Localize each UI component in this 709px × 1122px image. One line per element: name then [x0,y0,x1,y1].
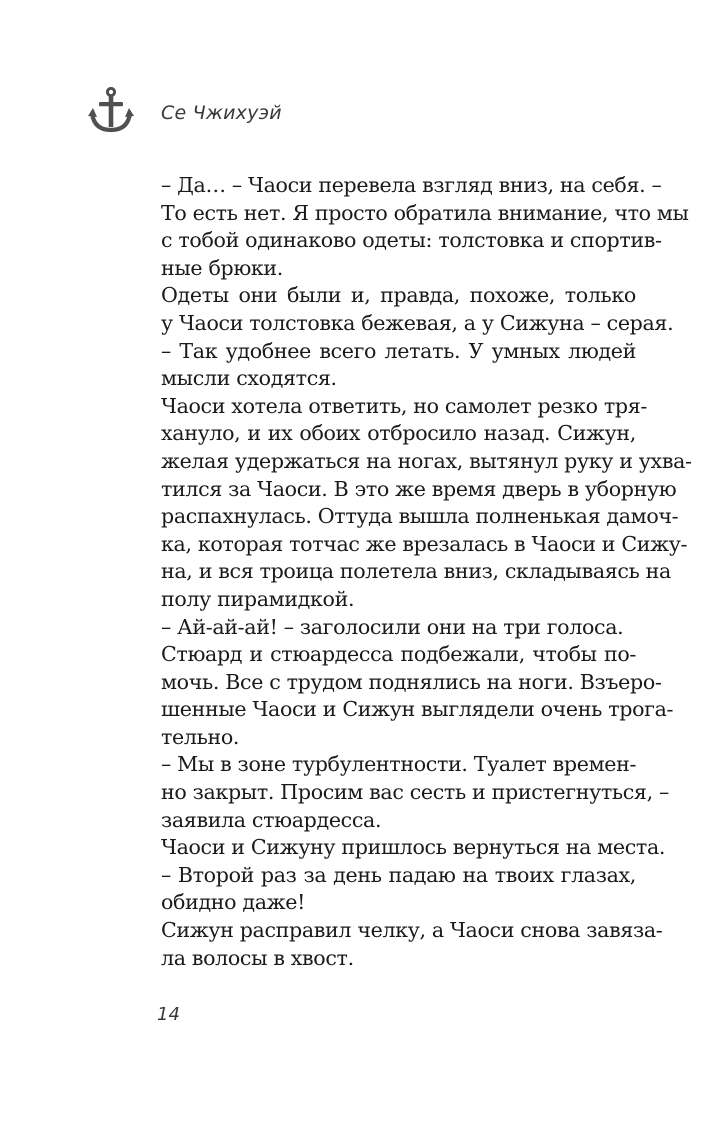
text-line: – Так удобнее всего летать. У умных людей [161,338,636,363]
text-line: Стюард и стюардесса подбежали, чтобы по- [161,642,636,667]
text-line: на, и вся троица полетела вниз, складываясь на [161,559,671,584]
text-line: полу пирамидкой. [161,586,355,611]
text-line: Одеты они были и, правда, похоже, только [161,283,636,308]
text-line: но закрыт. Просим вас сесть и пристегнуться, – [161,780,669,805]
paragraph [131,614,636,642]
text-line: заявила стюардесса. [161,807,382,832]
text-line: желая удержаться на ногах, вытянул руку и ухва- [161,448,692,473]
text-line: у Чаоси толстовка бежевая, а у Сижуна – серая. [161,310,674,335]
text-line: мысли сходятся. [161,366,337,391]
paragraph [131,338,636,393]
text-line: Чаоси хотела ответить, но самолет резко тря- [161,393,647,418]
text-line: мочь. Все с трудом поднялись на ноги. Взъеро- [161,669,662,694]
text-line: обидно даже! [161,890,306,915]
text-line: – Ай-ай-ай! – заголосили они на три голоса. [161,614,624,639]
text-line: хануло, и их обоих отбросило назад. Сижун, [161,421,636,446]
text-line: ка, которая тотчас же врезалась в Чаоси и Сижу- [161,531,688,556]
paragraph [131,751,669,834]
paragraph [131,641,674,751]
text-line: с тобой одинаково одеты: толстовка и спортив- [161,228,662,253]
text-line: ные брюки. [161,255,284,280]
page-number: 14 [157,1004,180,1025]
text-line: Сижун расправил челку, а Чаоси снова завяза- [161,918,663,943]
text-line: – Мы в зоне турбулентности. Туалет времен- [161,752,637,777]
paragraph [131,282,674,337]
paragraph [131,172,689,282]
text-line: – Да… – Чаоси перевела взгляд вниз, на себя. – [161,173,662,197]
paragraph [131,393,692,614]
text-line: тился за Чаоси. В это же время дверь в уборную [161,476,677,501]
text-line: распахнулась. Оттуда вышла полненькая дамоч- [161,504,679,529]
paragraph [131,917,663,972]
text-line: Чаоси и Сижуну пришлось вернуться на места. [161,835,666,860]
body-text [131,172,692,972]
paragraph [131,834,666,862]
paragraph [131,862,636,917]
text-line: шенные Чаоси и Сижун выглядели очень трога- [161,697,674,722]
text-line: То есть нет. Я просто обратила внимание, что мы [161,200,689,225]
text-line: тельно. [161,724,240,749]
text-line: ла волосы в хвост. [161,945,354,970]
text-line: – Второй раз за день падаю на твоих глазах, [161,862,636,887]
author-name: Се Чжихуэй [161,102,282,124]
anchor-icon [88,86,134,134]
